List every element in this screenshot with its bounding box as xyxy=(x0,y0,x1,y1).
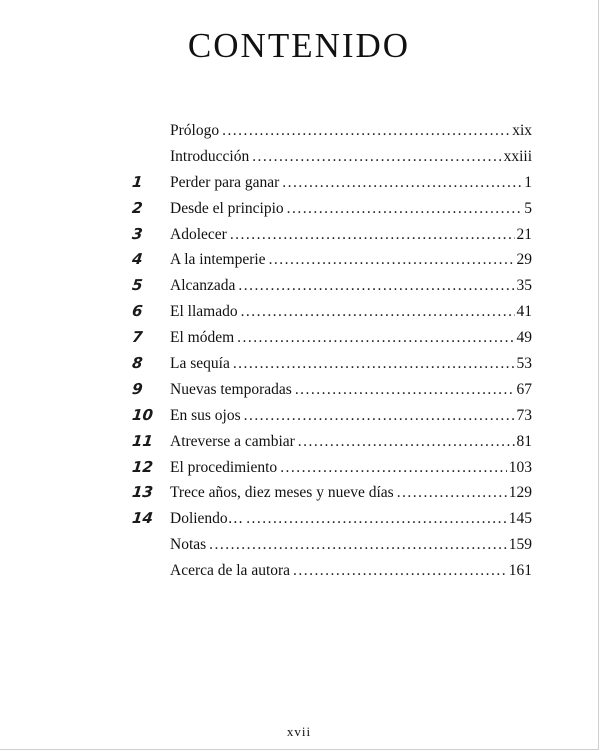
page-title: CONTENIDO xyxy=(187,26,411,65)
dot-leader xyxy=(397,480,507,506)
table-of-contents xyxy=(132,118,532,584)
page-number: 53 xyxy=(516,355,532,373)
dot-leader xyxy=(287,196,523,222)
page-number: 29 xyxy=(516,251,532,269)
chapter-title: Alcanzada xyxy=(170,277,236,295)
page-number: 41 xyxy=(516,303,532,321)
dot-leader xyxy=(252,144,501,170)
toc-entry xyxy=(132,455,532,481)
dot-leader xyxy=(282,170,522,196)
chapter-number: 9 xyxy=(131,379,144,398)
dot-leader xyxy=(280,455,507,481)
chapter-number: 5 xyxy=(131,276,144,295)
toc-entry xyxy=(132,377,532,403)
page-number: 67 xyxy=(516,380,532,398)
chapter-number: 12 xyxy=(131,457,154,476)
page-number: xix xyxy=(512,122,532,139)
toc-entry xyxy=(132,429,532,455)
toc-entry xyxy=(132,480,532,506)
toc-entry xyxy=(132,196,532,222)
toc-entry xyxy=(132,170,532,196)
page-number: 35 xyxy=(516,277,532,295)
chapter-title: Atreverse a cambiar xyxy=(170,432,295,450)
chapter-title: Doliendo… xyxy=(170,510,244,528)
page-number: 49 xyxy=(516,329,532,347)
page-number: xxiii xyxy=(503,147,532,165)
dot-leader xyxy=(241,299,515,325)
dot-leader xyxy=(246,506,507,532)
toc-entry xyxy=(132,247,532,273)
toc-entry xyxy=(132,118,532,144)
page-number: 103 xyxy=(508,458,532,476)
chapter-number: 10 xyxy=(131,405,154,424)
dot-leader xyxy=(233,351,515,377)
toc-entry xyxy=(132,351,532,377)
chapter-title: Trece años, diez meses y nueve días xyxy=(170,484,394,502)
page-number: 145 xyxy=(508,510,532,528)
dot-leader xyxy=(209,532,507,558)
dot-leader xyxy=(293,558,507,584)
dot-leader xyxy=(237,325,514,351)
dot-leader xyxy=(295,377,515,403)
dot-leader xyxy=(230,222,515,248)
dot-leader xyxy=(222,118,510,144)
chapter-title: A la intemperie xyxy=(170,251,266,269)
page-number: 1 xyxy=(524,173,532,191)
page-number: 5 xyxy=(524,199,532,217)
page-number: 73 xyxy=(516,406,532,424)
chapter-number: 3 xyxy=(131,224,144,243)
toc-entry xyxy=(132,558,532,584)
chapter-number: 6 xyxy=(131,302,144,321)
page-number: 159 xyxy=(508,536,532,554)
chapter-number: 14 xyxy=(131,509,154,528)
page-number: 21 xyxy=(516,225,532,243)
dot-leader xyxy=(238,273,514,299)
dot-leader xyxy=(244,403,515,429)
chapter-title: La sequía xyxy=(170,355,230,373)
chapter-number: 8 xyxy=(131,354,144,373)
chapter-title: En sus ojos xyxy=(170,406,241,424)
toc-entry xyxy=(132,273,532,299)
toc-entry xyxy=(132,403,532,429)
dot-leader xyxy=(298,429,515,455)
chapter-number: 2 xyxy=(131,198,144,217)
toc-entry xyxy=(132,325,532,351)
chapter-number: 13 xyxy=(131,483,154,502)
chapter-number: 11 xyxy=(131,431,154,450)
chapter-title: El módem xyxy=(170,329,235,347)
chapter-title: Introducción xyxy=(170,147,250,165)
toc-entry xyxy=(132,222,532,248)
toc-entry xyxy=(132,506,532,532)
page-folio: xvii xyxy=(286,724,312,739)
toc-entry xyxy=(132,299,532,325)
chapter-title: Desde el principio xyxy=(170,199,284,217)
chapter-number: 1 xyxy=(131,172,144,191)
chapter-title: Prólogo xyxy=(170,122,220,139)
chapter-number: 7 xyxy=(131,328,144,347)
page-number: 161 xyxy=(508,562,532,580)
chapter-title: Acerca de la autora xyxy=(170,562,291,580)
chapter-title: El procedimiento xyxy=(170,458,278,476)
chapter-title: Adolecer xyxy=(170,225,227,243)
chapter-title: Nuevas temporadas xyxy=(170,380,292,398)
toc-entry xyxy=(132,532,532,558)
chapter-title: Notas xyxy=(170,536,207,554)
dot-leader xyxy=(269,247,515,273)
page-number: 81 xyxy=(516,432,532,450)
chapter-title: Perder para ganar xyxy=(170,173,280,191)
page-number: 129 xyxy=(508,484,532,502)
chapter-number: 4 xyxy=(131,250,144,269)
chapter-title: El llamado xyxy=(170,303,238,321)
toc-entry xyxy=(132,144,532,170)
